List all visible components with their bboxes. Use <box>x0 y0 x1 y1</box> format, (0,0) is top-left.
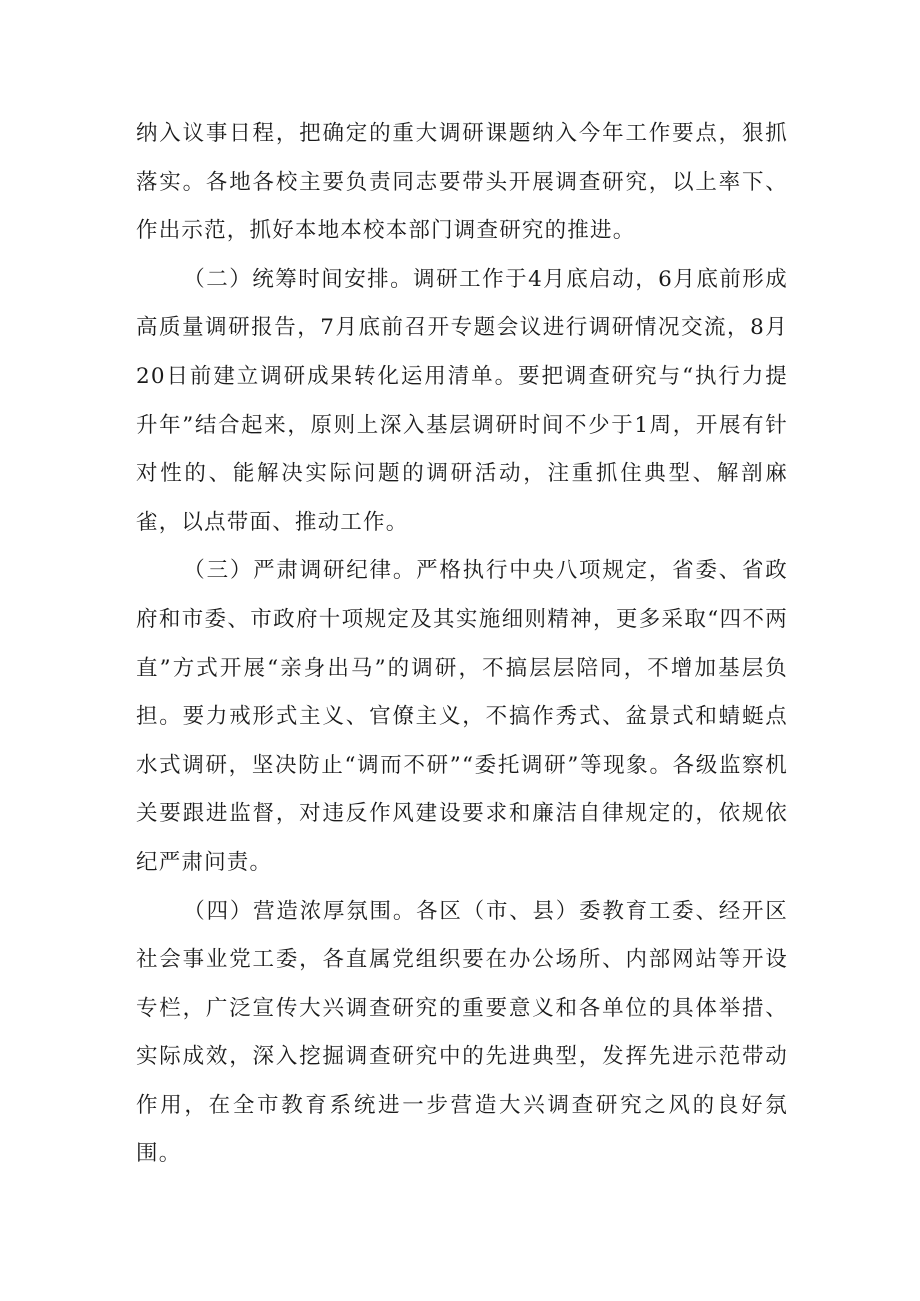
document-body <box>136 110 788 1179</box>
paragraph-schedule: （二）统筹时间安排。调研工作于4月底启动，6月底前形成高质量调研报告，7月底前召开专题会议进行调研情况交流，8月20日前建立调研成果转化运用清单。要把调查研究与“执行力提升年”结合起来，原则上深入基层调研时间不少于1周，开展有针对性的、能解决实际问题的调研活动，注重抓住典型、解剖麻雀，以点带面、推动工作。 <box>136 266 788 535</box>
paragraph-continuation: 纳入议事日程，把确定的重大调研课题纳入今年工作要点，狠抓落实。各地各校主要负责同志要带头开展调查研究，以上率下、作出示范，抓好本地本校本部门调查研究的推进。 <box>136 121 788 244</box>
paragraph-discipline: （三）严肃调研纪律。严格执行中央八项规定，省委、省政府和市委、市政府十项规定及其实施细则精神，更多采取“四不两直”方式开展“亲身出马”的调研，不搞层层陪同，不增加基层负担。要力戒形式主义、官僚主义，不搞作秀式、盆景式和蜻蜓点水式调研，坚决防止“调而不研”“委托调研”等现象。各级监察机关要跟进监督，对违反作风建设要求和廉洁自律规定的，依规依纪严肃问责。 <box>136 558 788 875</box>
paragraph-atmosphere: （四）营造浓厚氛围。各区（市、县）委教育工委、经开区社会事业党工委，各直属党组织要在办公场所、内部网站等开设专栏，广泛宣传大兴调查研究的重要意义和各单位的具体举措、实际成效，深入挖掘调查研究中的先进典型，发挥先进示范带动作用，在全市教育系统进一步营造大兴调查研究之风的良好氛围。 <box>136 898 788 1167</box>
